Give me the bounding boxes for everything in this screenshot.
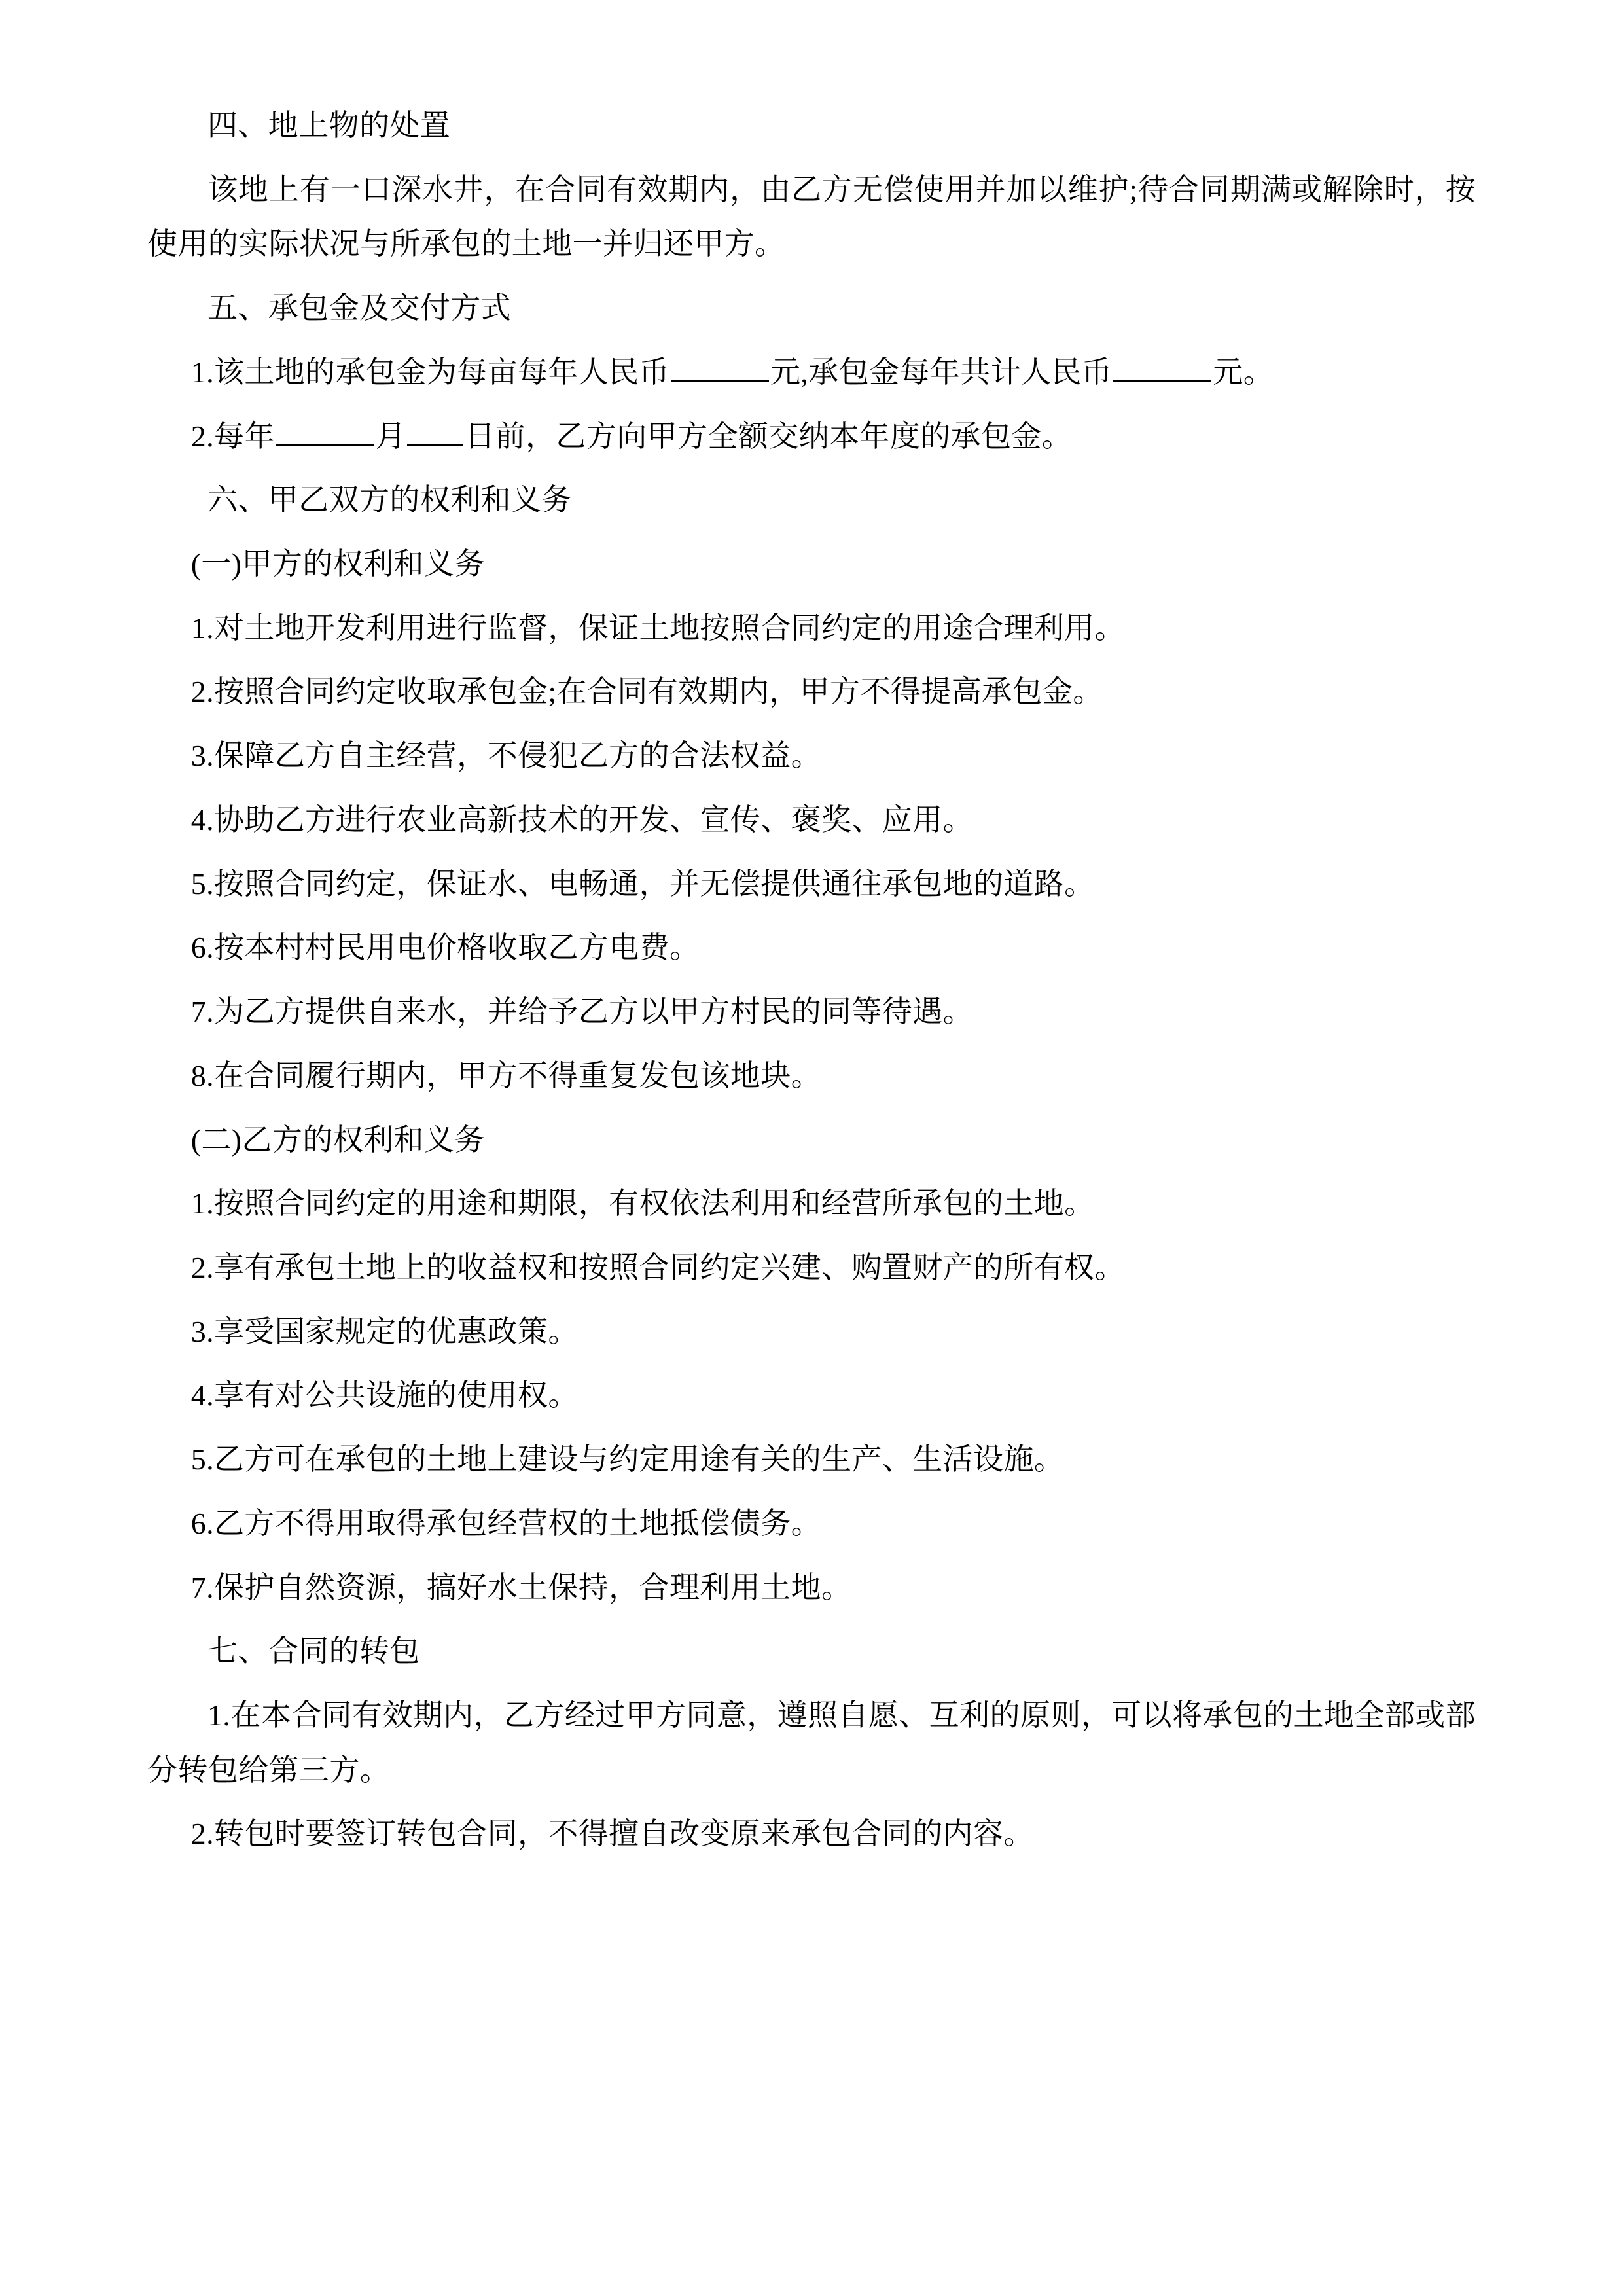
- section-5-item-1-text-after: 元。: [1213, 355, 1274, 389]
- section-heading-6: 六、甲乙双方的权利和义务: [207, 483, 572, 517]
- section-6-1-item-4: 4.协助乙方进行农业高新技术的开发、宣传、褒奖、应用。: [190, 802, 973, 836]
- section-5-item-2-text-before: 2.每年: [190, 419, 275, 453]
- section-6-2-item-1: 1.按照合同约定的用途和期限，有权依法利用和经营所承包的土地。: [190, 1187, 1095, 1221]
- section-6-1-item-8: 8.在合同履行期内，甲方不得重复发包该地块。: [190, 1058, 821, 1092]
- subsection-6-1-heading: (一)甲方的权利和义务: [190, 547, 485, 581]
- section-6-1-item-1: 1.对土地开发利用进行监督，保证土地按照合同约定的用途合理利用。: [190, 611, 1125, 645]
- section-6-2-item-3: 3.享受国家规定的优惠政策。: [190, 1314, 579, 1348]
- fill-blank-day[interactable]: [407, 416, 463, 446]
- section-6-1-item-5: 5.按照合同约定，保证水、电畅通，并无偿提供通往承包地的道路。: [190, 867, 1095, 901]
- section-6-1-item-6: 6.按本村村民用电价格收取乙方电费。: [190, 931, 700, 965]
- fill-blank-month[interactable]: [276, 416, 374, 446]
- subsection-6-2-heading: (二)乙方的权利和义务: [190, 1122, 485, 1157]
- section-6-1-item-7: 7.为乙方提供自来水，并给予乙方以甲方村民的同等待遇。: [190, 995, 973, 1029]
- section-heading-4: 四、地上物的处置: [207, 109, 451, 142]
- section-5-item-2: [147, 409, 1476, 464]
- fill-blank-rent-total[interactable]: [1113, 351, 1211, 382]
- section-7-item-2: 2.转包时要签订转包合同，不得擅自改变原来承包合同的内容。: [190, 1817, 1034, 1851]
- section-6-2-item-7: 7.保护自然资源，搞好水土保持，合理利用土地。: [190, 1570, 852, 1604]
- section-heading-5: 五、承包金及交付方式: [207, 291, 511, 325]
- section-5-item-2-text-middle: 月: [375, 419, 406, 453]
- section-5-item-1: [147, 345, 1476, 400]
- section-5-item-1-text-before: 1.该土地的承包金为每亩每年人民币: [190, 355, 669, 389]
- section-5-item-1-text-middle: 元,承包金每年共计人民币: [770, 355, 1113, 389]
- fill-blank-rent-per-mu[interactable]: [671, 351, 769, 382]
- section-heading-7: 七、合同的转包: [207, 1634, 420, 1668]
- section-6-2-item-5: 5.乙方可在承包的土地上建设与约定用途有关的生产、生活设施。: [190, 1443, 1065, 1477]
- section-6-2-item-4: 4.享有对公共设施的使用权。: [190, 1378, 579, 1412]
- section-6-2-item-2: 2.享有承包土地上的收益权和按照合同约定兴建、购置财产的所有权。: [190, 1250, 1125, 1284]
- document-body: [147, 98, 1476, 1861]
- section-4-para-1: 该地上有一口深水井，在合同有效期内，由乙方无偿使用并加以维护;待合同期满或解除时，按使用的实际状况与所承包的土地一并归还甲方。: [147, 172, 1476, 261]
- section-7-item-1: 1.在本合同有效期内，乙方经过甲方同意，遵照自愿、互利的原则，可以将承包的土地全部或部分转包给第三方。: [147, 1698, 1476, 1787]
- section-6-1-item-3: 3.保障乙方自主经营，不侵犯乙方的合法权益。: [190, 739, 821, 773]
- section-5-item-2-text-after: 日前，乙方向甲方全额交纳本年度的承包金。: [465, 419, 1073, 453]
- section-6-1-item-2: 2.按照合同约定收取承包金;在合同有效期内，甲方不得提高承包金。: [190, 675, 1103, 709]
- section-6-2-item-6: 6.乙方不得用取得承包经营权的土地抵偿债务。: [190, 1506, 821, 1540]
